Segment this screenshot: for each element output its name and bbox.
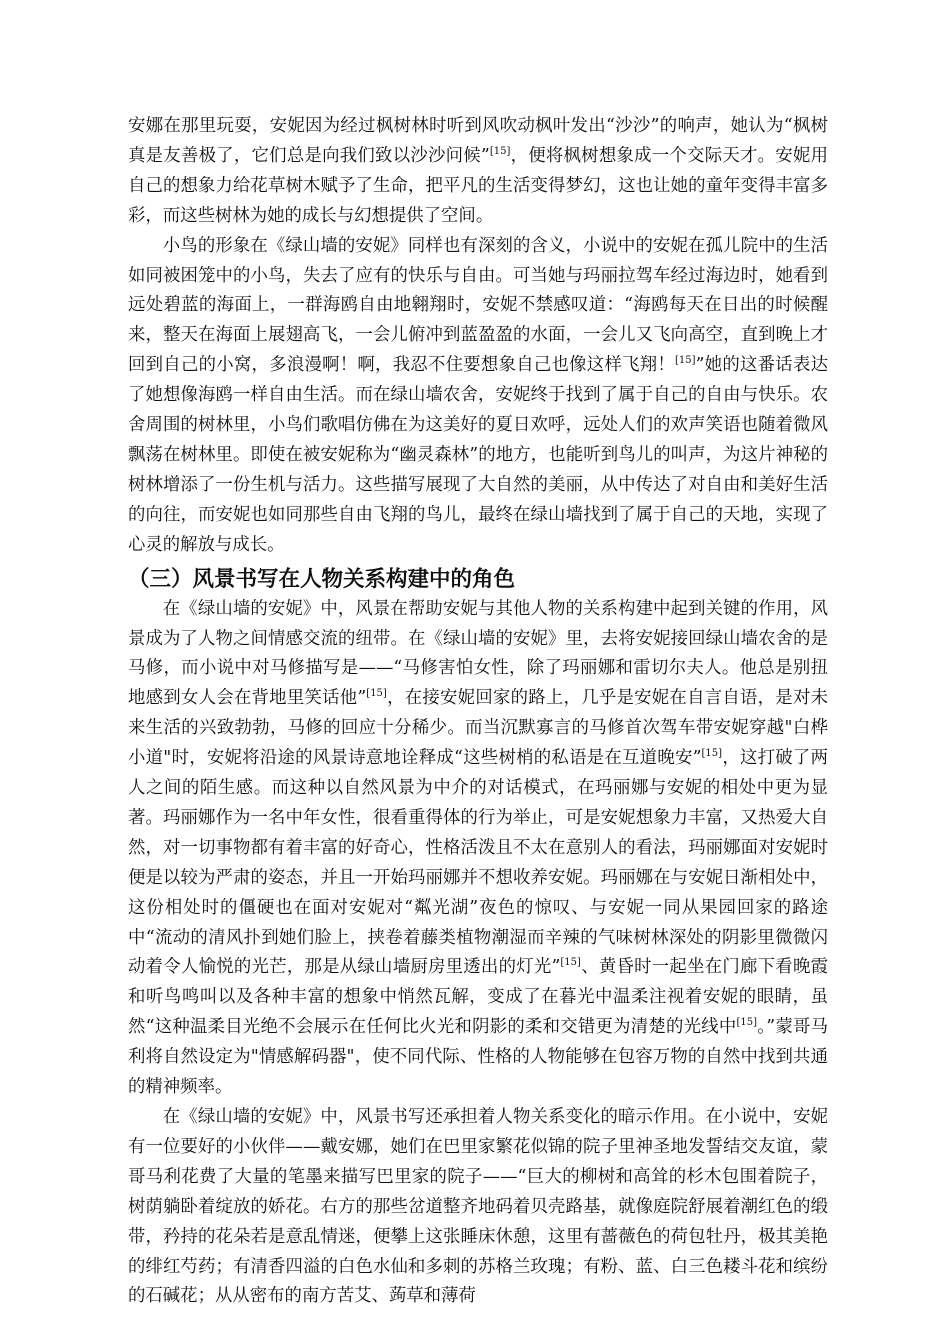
citation-marker: [15] bbox=[675, 355, 696, 367]
citation-marker: [15] bbox=[560, 957, 581, 969]
document-page bbox=[128, 112, 828, 1312]
text-segment: 。”蒙哥马利将自然设定为"情感解码器"，使不同代际、性格的人物能够在包容万物的自然中找到共通的精神频率。 bbox=[128, 1017, 828, 1098]
text-segment: 、黄昏时一起坐在门廊下看晚霞和听鸟鸣叫以及各种丰富的想象中悄然瓦解，变成了在暮光中温柔注视着安妮的眼睛，虽然“这种温柔目光绝不会展示在任何比火光和阴影的柔和交错更为清楚的光线中 bbox=[128, 957, 828, 1038]
citation-marker: [15] bbox=[489, 146, 511, 158]
text-segment: （三）风景书写在人物关系构建中的角色 bbox=[128, 566, 516, 592]
body-paragraph bbox=[128, 232, 828, 561]
text-segment: 安娜在那里玩耍，安妮因为经过枫树林时听到风吹动枫叶发出“沙沙”的响声，她认为“枫树真是友善极了，它们总是向我们致以沙沙问候” bbox=[128, 116, 828, 166]
body-paragraph bbox=[128, 112, 828, 232]
text-segment: 在《绿山墙的安妮》中，风景在帮助安妮与其他人物的关系构建中起到关键的作用，风景成为了人物之间情感交流的纽带。在《绿山墙的安妮》里，去将安妮接回绿山墙农舍的是马修，而小说中对马修描写是——“马修害怕女性，除了玛丽娜和雷切尔夫人。他总是别扭地感到女人会在背地里笑话他” bbox=[128, 598, 828, 709]
text-segment: ，这打破了两人之间的陌生感。而这种以自然风景为中介的对话模式，在玛丽娜与安妮的相处中更为显著。玛丽娜作为一名中年女性，很看重得体的行为举止，可是安妮想象力丰富，又热爱大自然，对一切事物都有着丰富的好奇心，性格活泼且不太在意别人的看法，玛丽娜面对安妮时便是以较为严肃的姿态，并且一开始玛丽娜并不想收养安妮。玛丽娜在与安妮日渐相处中，这份相处时的僵硬也在面对安妮对“粼光湖”夜色的惊叹、与安妮一同从果园回家的路途中“流动的清风扑到她们脸上，挟卷着藤类植物潮湿而辛辣的气味树林深处的阴影里微微闪动着令人愉悦的光芒，那是从绿山墙厨房里透出的灯光” bbox=[128, 748, 828, 978]
body-paragraph bbox=[128, 1103, 828, 1312]
text-segment: ，便将枫树想象成一个交际天才。安妮用自己的想象力给花草树木赋予了生命，把平凡的生活变得梦幻，这也让她的童年变得丰富多彩，而这些树林为她的成长与幻想提供了空间。 bbox=[128, 145, 828, 226]
text-segment: 小鸟的形象在《绿山墙的安妮》同样也有深刻的含义，小说中的安妮在孤儿院中的生活如同被困笼中的小鸟，失去了应有的快乐与自由。可当她与玛丽拉驾车经过海边时，她看到远处碧蓝的海面上，一群海鸥自由地翱翔时，安妮不禁感叹道：“海鸥每天在日出的时候醒来，整天在海面上展翅高飞，一会儿俯冲到蓝盈盈的水面，一会儿又飞向高空，直到晚上才回到自己的小窝，多浪漫啊！啊，我忍不住要想象自己也像这样飞翔！ bbox=[128, 235, 828, 376]
citation-marker: [15] bbox=[701, 748, 723, 760]
body-paragraph bbox=[128, 595, 828, 1103]
citation-marker: [15] bbox=[736, 1017, 758, 1029]
section-heading bbox=[128, 565, 828, 595]
text-segment: ，在接安妮回家的路上，几乎是安妮在自言自语，是对未来生活的兴致勃勃，马修的回应十分稀少。而当沉默寡言的马修首次驾车带安妮穿越"白桦小道"时，安妮将沿途的风景诗意地诠释成“这些树梢的私语是在互道晚安” bbox=[128, 688, 828, 769]
citation-marker: [15] bbox=[366, 688, 387, 700]
text-segment: 在《绿山墙的安妮》中，风景书写还承担着人物关系变化的暗示作用。在小说中，安妮有一位要好的小伙伴——戴安娜，她们在巴里家繁花似锦的院子里神圣地发誓结交友谊，蒙哥马利花费了大量的笔墨来描写巴里家的院子——“巨大的柳树和高耸的杉木包围着院子，树荫躺卧着绽放的娇花。右方的那些岔道整齐地码着贝壳路基，就像庭院舒展着潮红色的缎带，矜持的花朵若是意乱情迷，便攀上这张睡床休憩，这里有蔷薇色的荷包牡丹，极其美艳的绯红芍药；有清香四溢的白色水仙和多刺的苏格兰玫瑰；有粉、蓝、白三色耧斗花和缤纷的石碱花；从从密布的南方苦艾、蒟草和薄荷 bbox=[128, 1107, 828, 1307]
text-segment: ”她的这番话表达了她想像海鸥一样自由生活。而在绿山墙农舍，安妮终于找到了属于自己的自由与快乐。农舍周围的树林里，小鸟们歌唱仿佛在为这美好的夏日欢呼，远处人们的欢声笑语也随着微风飘荡在树林里。即使在被安妮称为“幽灵森林”的地方，也能听到鸟儿的叫声，为这片神秘的树林增添了一份生机与活力。这些描写展现了大自然的美丽，从中传达了对自由和美好生活的向往，而安妮也如同那些自由飞翔的鸟儿，最终在绿山墙找到了属于自己的天地，实现了心灵的解放与成长。 bbox=[128, 355, 828, 555]
